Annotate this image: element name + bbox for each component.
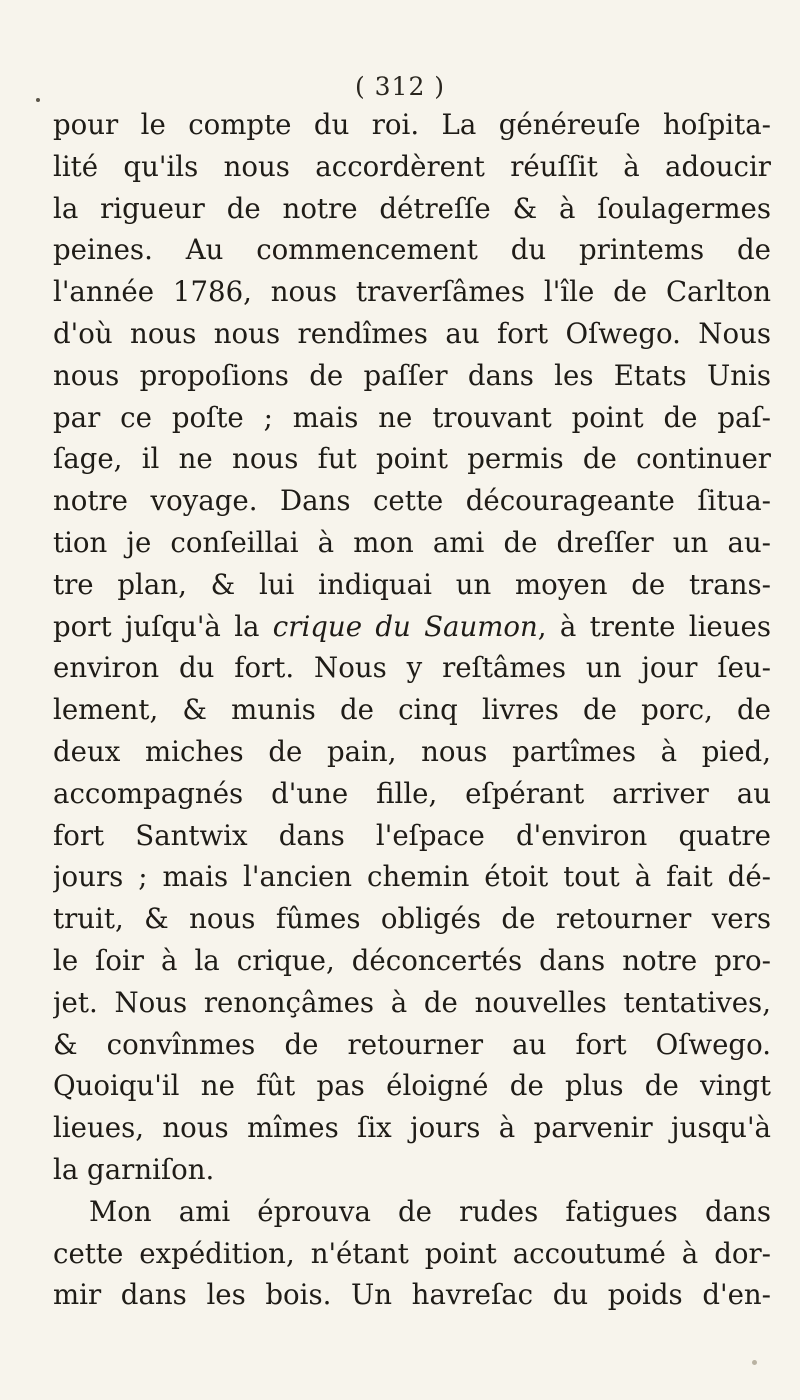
text-line: deux miches de pain, nous partîmes à pied, bbox=[53, 734, 771, 768]
text-line: tre plan, & lui indiquai un moyen de trans- bbox=[53, 567, 771, 601]
text-line: Quoiqu'il ne fût pas éloigné de plus de vingt bbox=[53, 1069, 771, 1103]
paper-blemish bbox=[752, 1360, 757, 1365]
text-segment: port juſqu'à la bbox=[53, 609, 273, 643]
text-line: jet. Nous renonçâmes à de nouvelles tentatives, bbox=[53, 985, 771, 1019]
text-segment: , à trente lieues bbox=[537, 609, 771, 643]
text-line: accompagnés d'une fille, eſpérant arriver au bbox=[53, 776, 771, 810]
page-number: ( 312 ) bbox=[354, 72, 446, 101]
text-line: la rigueur de notre détreſſe & à ſoulagermes bbox=[53, 191, 771, 225]
text-line: notre voyage. Dans cette décourageante ſitua- bbox=[53, 484, 771, 518]
text-line: fort Santwix dans l'eſpace d'environ quatre bbox=[53, 818, 771, 852]
text-line: lité qu'ils nous accordèrent réuſſit à adoucir bbox=[53, 149, 771, 183]
text-line: par ce poſte ; mais ne trouvant point de paſ- bbox=[53, 400, 771, 434]
text-line: & convînmes de retourner au fort Oſwego. bbox=[53, 1027, 771, 1061]
text-line: mir dans les bois. Un havreſac du poids d'en- bbox=[53, 1278, 771, 1312]
text-line: peines. Au commencement du printems de bbox=[53, 233, 771, 267]
text-line: truit, & nous fûmes obligés de retourner vers bbox=[53, 902, 771, 936]
text-line: pour le compte du roi. La généreuſe hoſpita- bbox=[53, 108, 771, 141]
text-line: jours ; mais l'ancien chemin étoit tout à fait dé- bbox=[53, 860, 771, 894]
text-line: lieues, nous mîmes ſix jours à parvenir jusqu'à bbox=[53, 1111, 771, 1145]
italic-place-name: crique du Saumon bbox=[272, 609, 538, 643]
text-line: lement, & munis de cinq livres de porc, de bbox=[53, 693, 771, 727]
text-line: le ſoir à la crique, déconcertés dans notre pro- bbox=[53, 943, 771, 977]
text-line: ſage, il ne nous fut point permis de continuer bbox=[53, 442, 771, 476]
text-line-paragraph-end: la garniſon. bbox=[53, 1152, 215, 1186]
text-line: cette expédition, n'étant point accoutumé à dor- bbox=[53, 1236, 771, 1270]
text-line: tion je conſeillai à mon ami de dreſſer un au- bbox=[53, 525, 771, 559]
text-line-paragraph-start: Mon ami éprouva de rudes fatigues dans bbox=[89, 1194, 771, 1228]
text-line: nous propoſions de paſſer dans les Etats Unis bbox=[53, 358, 771, 392]
text-line: l'année 1786, nous traverſâmes l'île de Carlton bbox=[53, 275, 771, 309]
text-line-with-italic bbox=[53, 606, 771, 648]
text-line: environ du fort. Nous y reſtâmes un jour ſeu- bbox=[53, 651, 771, 685]
text-line: d'où nous nous rendîmes au fort Oſwego. Nous bbox=[53, 316, 771, 350]
body-text bbox=[53, 104, 771, 1316]
